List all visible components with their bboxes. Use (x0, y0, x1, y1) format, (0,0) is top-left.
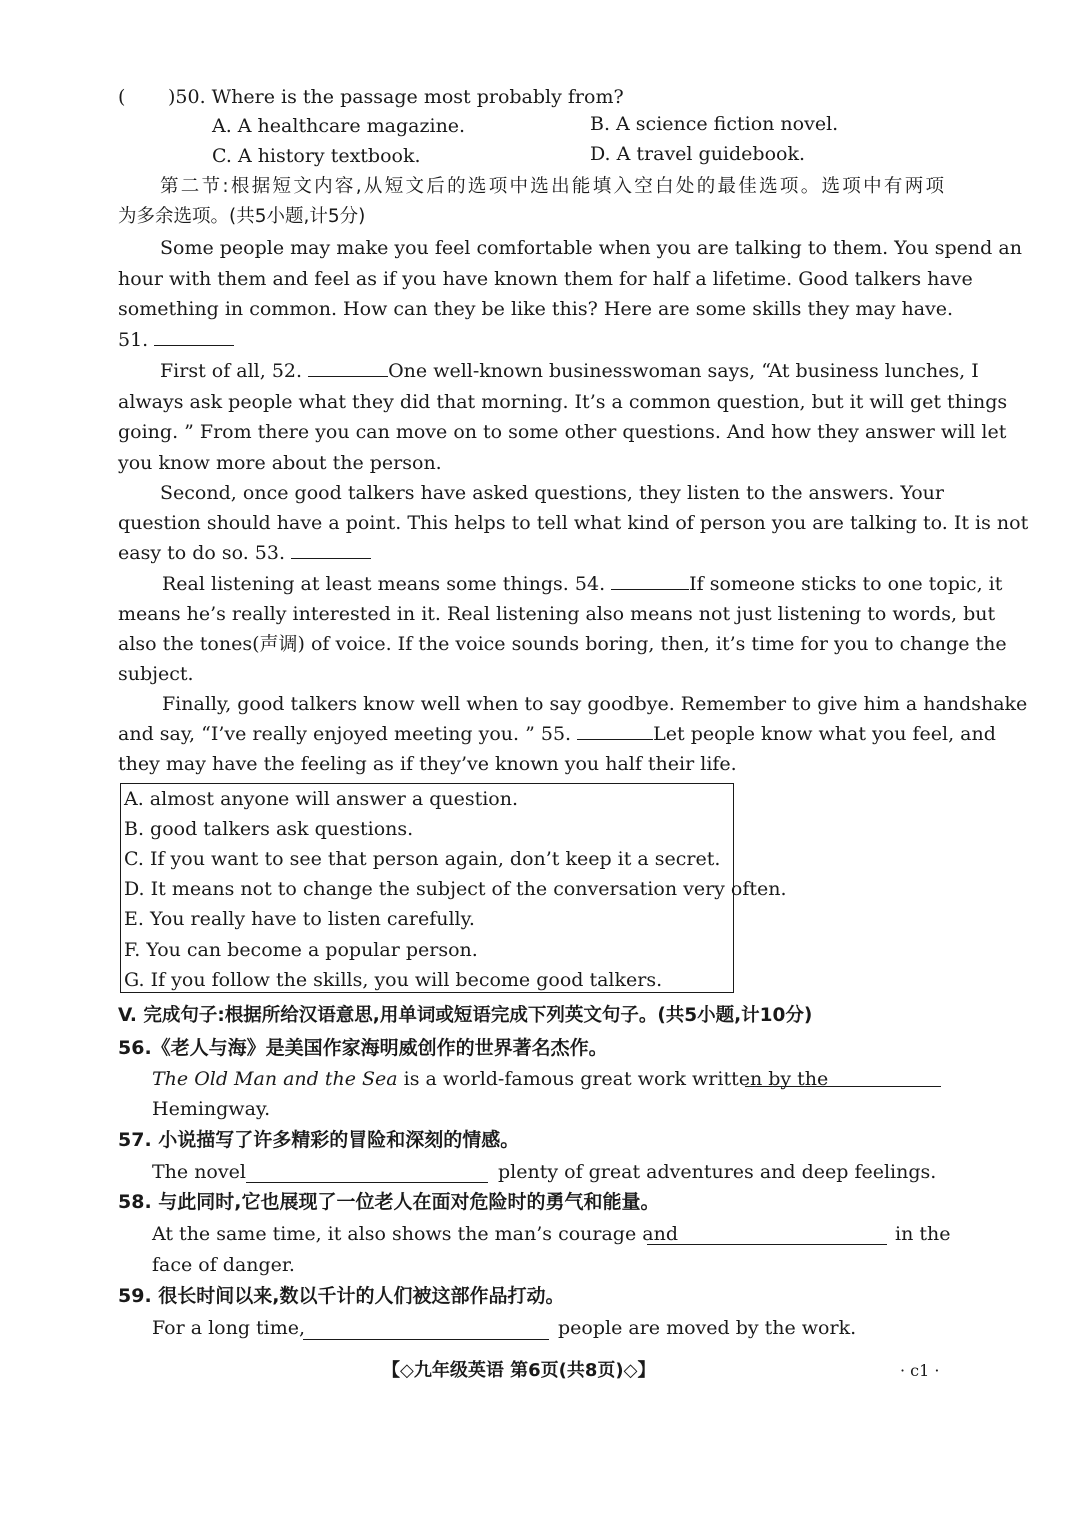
q57-english (152, 1157, 246, 1187)
blank-55[interactable] (577, 721, 653, 740)
choice-a: A. almost anyone will answer a question. (124, 788, 519, 810)
choice-d: D. It means not to change the subject of the conversation very often. (124, 878, 787, 900)
blank-52-label: First of all, 52. (160, 360, 303, 382)
q50-option-b: B. A science fiction novel. (590, 113, 839, 135)
passage-p3-line3 (118, 538, 371, 568)
q58-blank[interactable] (647, 1226, 887, 1245)
passage-p1-line2: hour with them and feel as if you have known them for half a lifetime. Good talkers have (118, 268, 973, 290)
q57-blank[interactable] (246, 1164, 488, 1183)
q50-option-a: A. A healthcare magazine. (212, 115, 466, 137)
passage-p2-line1-rest: One well-known businesswoman says, “At business lunches, I (388, 360, 979, 382)
q50-question: )50. Where is the passage most probably from? (168, 86, 624, 108)
blank-51[interactable] (154, 327, 234, 346)
q56-english-line2: Hemingway. (152, 1098, 271, 1120)
q56-chinese: 56.《老人与海》是美国作家海明威创作的世界著名杰作。 (118, 1037, 608, 1059)
blank-51-label: 51. (118, 329, 149, 351)
passage-p2-line1 (160, 356, 979, 386)
q56-english (152, 1064, 828, 1094)
passage-p2-line3: going. ” From there you can move on to some other questions. And how they answer will let (118, 421, 1007, 443)
q57-english-a: The novel (152, 1161, 246, 1183)
q58-english-a: At the same time, it also shows the man’s courage and (152, 1223, 678, 1245)
section2-instruction-2: 为多余选项。(共5小题,计5分) (118, 206, 366, 227)
q57-english-b: plenty of great adventures and deep feelings. (498, 1161, 937, 1183)
passage-p4-line2: means he’s really interested in it. Real listening also means not just listening to words, but (118, 603, 996, 625)
blank-53[interactable] (291, 540, 371, 559)
choice-f: F. You can become a popular person. (124, 939, 478, 961)
choice-g: G. If you follow the skills, you will become good talkers. (124, 969, 663, 991)
passage-p2-line2: always ask people what they did that morning. It’s a common question, but it will get things (118, 391, 1008, 413)
choices-box (120, 783, 787, 993)
choice-c: C. If you want to see that person again, don’t keep it a secret. (124, 848, 721, 870)
q57-chinese: 57. 小说描写了许多精彩的冒险和深刻的情感。 (118, 1129, 520, 1151)
passage-p4-line3: also the tones(声调) of voice. If the voice sounds boring, then, it’s time for you to change the (118, 633, 1007, 655)
choice-e: E. You really have to listen carefully. (124, 908, 475, 930)
blank-55-label: and say, “I’ve really enjoyed meeting you. ” 55. (118, 723, 572, 745)
q59-english-a: For a long time, (152, 1317, 306, 1339)
page-code: · c1 · (900, 1361, 940, 1380)
q56-blank[interactable] (745, 1068, 941, 1087)
q59-english-b: people are moved by the work. (558, 1317, 857, 1339)
passage-p4-line4: subject. (118, 663, 194, 685)
q59-blank[interactable] (303, 1321, 549, 1340)
q58-english-b: in the (895, 1223, 951, 1245)
q59-chinese: 59. 很长时间以来,数以千计的人们被这部作品打动。 (118, 1285, 565, 1307)
passage-p4-line1 (162, 569, 1003, 599)
passage-p5-line2-rest: Let people know what you feel, and (653, 723, 996, 745)
passage-p1-line1: Some people may make you feel comfortable when you are talking to them. You spend an (160, 237, 1022, 259)
q50-option-c: C. A history textbook. (212, 145, 421, 167)
passage-p4-line1-rest: If someone sticks to one topic, it (689, 573, 1003, 595)
blank-52[interactable] (308, 358, 388, 377)
q56-book-title: The Old Man and the Sea (152, 1068, 398, 1090)
q58-chinese: 58. 与此同时,它也展现了一位老人在面对危险时的勇气和能量。 (118, 1191, 660, 1213)
q58-english-line2: face of danger. (152, 1254, 295, 1276)
blank-53-label: easy to do so. 53. (118, 542, 286, 564)
choice-b: B. good talkers ask questions. (124, 818, 414, 840)
q50-stem (118, 82, 624, 112)
page-footer: 【◇九年级英语 第6页(共8页)◇】 (382, 1360, 656, 1381)
passage-p3-line1: Second, once good talkers have asked questions, they listen to the answers. Your (160, 482, 944, 504)
passage-p3-line2: question should have a point. This helps to tell what kind of person you are talking to. It is not (118, 512, 1029, 534)
blank-54-label: Real listening at least means some things. 54. (162, 573, 606, 595)
section5-heading: V. 完成句子:根据所给汉语意思,用单词或短语完成下列英文句子。(共5小题,计10分) (118, 1005, 813, 1026)
passage-p5-line2 (118, 719, 996, 749)
passage-p1-line3: something in common. How can they be like this? Here are some skills they may have. (118, 298, 954, 320)
passage-p2-line4: you know more about the person. (118, 452, 442, 474)
section2-instruction-1: 第二节:根据短文内容,从短文后的选项中选出能填入空白处的最佳选项。选项中有两项 (160, 176, 944, 197)
blank-54[interactable] (611, 571, 689, 590)
q56-english-rest: is a world-famous great work written by the (403, 1068, 829, 1090)
passage-p1-line4 (118, 325, 234, 355)
passage-p5-line1: Finally, good talkers know well when to say goodbye. Remember to give him a handshake (162, 693, 1028, 715)
passage-p5-line3: they may have the feeling as if they’ve known you half their life. (118, 753, 737, 775)
answer-paren: ( (118, 86, 126, 108)
q50-option-d: D. A travel guidebook. (590, 143, 806, 165)
